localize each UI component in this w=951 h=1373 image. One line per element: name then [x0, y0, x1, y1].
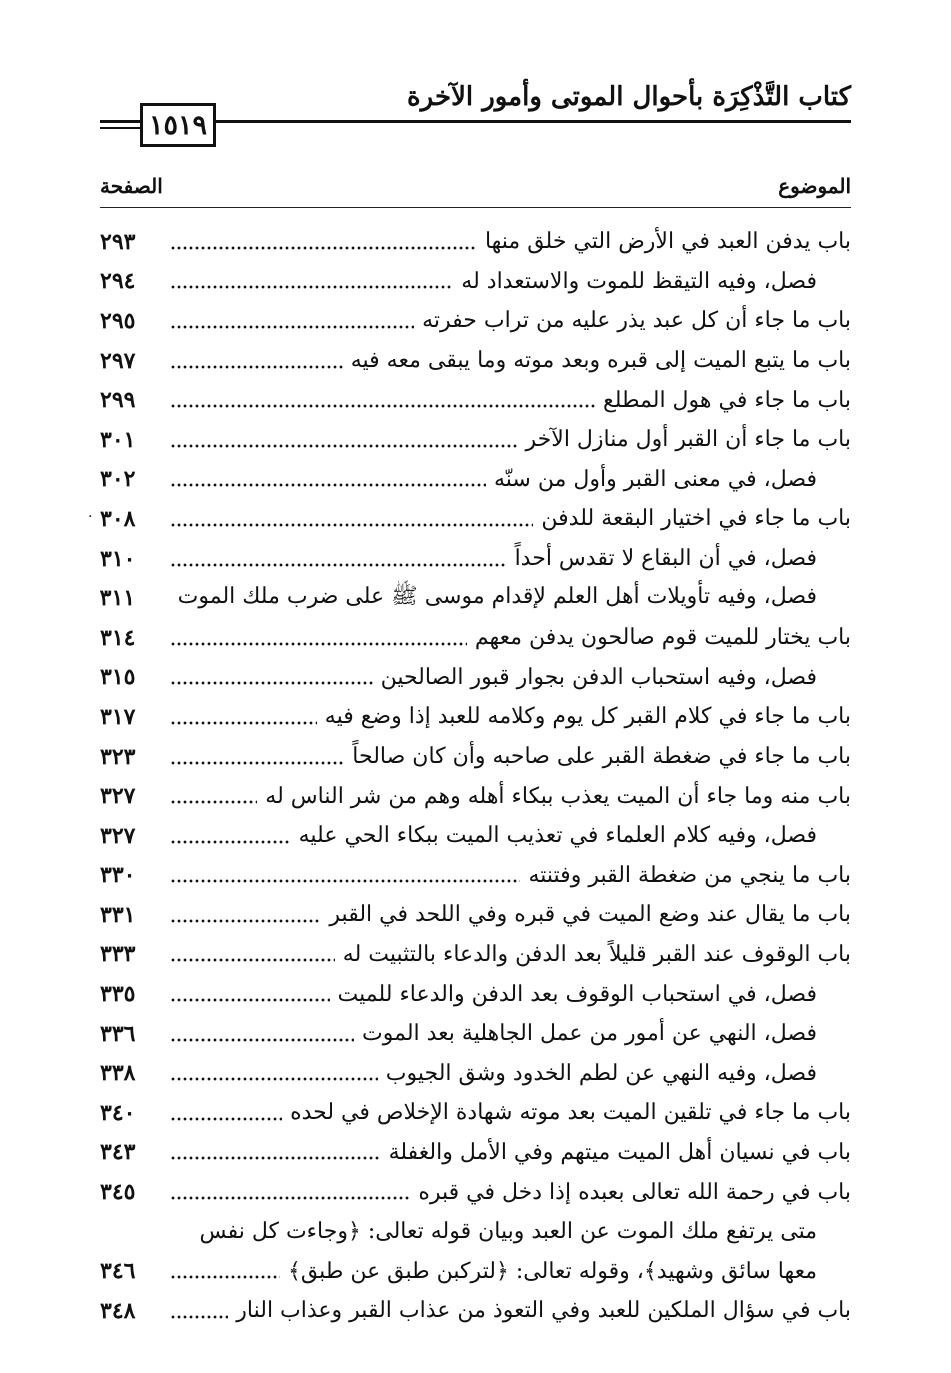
- toc-entry: [100, 618, 851, 658]
- toc-entry-title: باب ما جاء في هول المطلع: [602, 387, 851, 413]
- toc-entry-page: ٣٣٣: [100, 941, 136, 968]
- toc-entry-page: ٣٤٣: [100, 1139, 136, 1166]
- toc-entry-page: ٣٣٠: [100, 862, 136, 889]
- toc-entry: [100, 262, 851, 302]
- toc-entry: [100, 222, 851, 262]
- toc-entry: [100, 974, 851, 1014]
- dot-leader: [170, 904, 321, 926]
- toc-entry-page: ٢٩٣: [100, 228, 136, 255]
- toc-entry-page: ٣١٤: [100, 624, 136, 651]
- dot-leader: [170, 508, 533, 530]
- toc-entry-title: باب ما جاء في ضغطة القبر على صاحبه وأن كان صالحاً: [352, 744, 851, 770]
- toc-entry-title: معها سائق وشهيد﴾، وقوله تعالى: ﴿لتركبن طبق عن طبق﴾: [287, 1258, 817, 1284]
- toc-entry-title: فصل، وفيه التيقظ للموت والاستعداد له: [461, 268, 817, 294]
- toc-entry: [100, 1014, 851, 1054]
- toc-entry-page: ٣٠٨: [100, 505, 136, 532]
- toc-entry-title: باب يدفن العبد في الأرض التي خلق منها: [484, 229, 851, 255]
- toc-entry-page: ٣١١: [99, 585, 136, 612]
- toc-entry-title: فصل، النهي عن أمور من عمل الجاهلية بعد الموت: [362, 1021, 817, 1047]
- toc-entry-title: باب ما جاء في تلقين الميت بعد موته شهادة الإخلاص في لحده: [290, 1100, 851, 1126]
- dot-leader: [170, 429, 518, 451]
- toc-entry-page: ٣١٧: [100, 703, 136, 730]
- column-page-header: الصفحة: [100, 174, 163, 198]
- toc-entry: [100, 1291, 851, 1331]
- toc-entry-title: باب ما جاء أن كل عبد يذر عليه من تراب حفرته: [422, 308, 851, 334]
- toc-entry-title: فصل، وفيه استحباب الدفن بجوار قبور الصالحين: [380, 664, 817, 690]
- toc-entry-page: ٣٣٥: [100, 981, 136, 1008]
- dot-leader: [170, 983, 330, 1005]
- dot-leader: [170, 310, 414, 332]
- toc-entry-title: باب ما يقال عند وضع الميت في قبره وفي اللحد في القبر: [329, 902, 851, 928]
- dot-leader: [170, 627, 467, 649]
- toc-entry: [100, 935, 851, 975]
- toc-entry: [100, 301, 851, 341]
- toc-entry-title: باب ما جاء في كلام القبر كل يوم وكلامه للعبد إذا وضع فيه: [324, 704, 851, 730]
- toc-entry-page: ٣٣٦: [100, 1020, 136, 1047]
- toc-entry: [100, 776, 851, 816]
- toc-entry-page: ٢٩٤: [100, 268, 136, 295]
- toc-entry-page: ٣٢٧: [100, 783, 136, 810]
- toc-entry: [100, 816, 851, 856]
- toc-entry-title: باب ما ينجي من ضغطة القبر وفتنته: [528, 862, 851, 888]
- dot-leader: [170, 548, 507, 570]
- toc-entry-page: ٣١٠: [100, 545, 136, 572]
- dot-leader: [170, 1181, 410, 1203]
- toc-entry-title: باب يختار للميت قوم صالحون يدفن معهم: [474, 625, 851, 651]
- toc-entry-page: ٣٤٨: [100, 1297, 136, 1324]
- toc-entries: [100, 222, 851, 1331]
- toc-entry: [100, 1251, 851, 1291]
- toc-entry-title: باب في نسيان أهل الميت ميتهم وفي الأمل والغفلة: [388, 1139, 851, 1165]
- dot-leader: [170, 1141, 381, 1163]
- dot-leader: [170, 666, 373, 688]
- toc-entry: [100, 578, 851, 618]
- dot-leader: [170, 1260, 280, 1282]
- toc-entry-title: متى يرتفع ملك الموت عن العبد وبيان قوله تعالى: ﴿وجاءت كل نفس: [199, 1219, 817, 1245]
- dot-leader: [170, 1102, 282, 1124]
- toc-entry-page: ٣٤٦: [100, 1258, 136, 1285]
- toc-entry-page: ٣٠١: [100, 426, 136, 453]
- toc-entry-page: ٣٠٢: [100, 466, 136, 493]
- dot-leader: [170, 943, 335, 965]
- toc-entry-title: باب في سؤال الملكين للعبد وفي التعوذ من عذاب القبر وعذاب النار: [236, 1298, 851, 1324]
- dot-leader: [170, 706, 317, 728]
- toc-entry: [100, 1212, 851, 1252]
- toc-entry-page: ٣٢٧: [100, 822, 136, 849]
- margin-dot: ·: [88, 509, 93, 525]
- toc-entry-page: ٣٢٣: [100, 743, 136, 770]
- column-header-rule: [100, 207, 851, 208]
- dot-leader: [170, 825, 291, 847]
- dot-leader: [170, 785, 257, 807]
- toc-entry-title: فصل، وفيه كلام العلماء في تعذيب الميت ببكاء الحي عليه: [298, 823, 817, 849]
- toc-entry-page: ٣٤٥: [100, 1179, 136, 1206]
- toc-entry-page: ٣٤٠: [100, 1099, 136, 1126]
- toc-entry-title: فصل، في أن البقاع لا تقدس أحداً: [514, 546, 817, 572]
- column-topic-header: الموضوع: [778, 174, 851, 198]
- dot-leader: [170, 270, 453, 292]
- toc-entry: [100, 737, 851, 777]
- toc-entry: [100, 856, 851, 896]
- dot-leader: [170, 1221, 192, 1243]
- toc-entry-page: ٢٩٥: [100, 307, 136, 334]
- toc-entry-page: ٢٩٩: [100, 387, 136, 414]
- toc-entry-page: ٢٩٧: [100, 347, 136, 374]
- toc-entry-title: فصل، في معنى القبر وأول من سنّه: [493, 466, 817, 492]
- dot-leader: [170, 1300, 228, 1322]
- toc-entry-title: باب ما يتبع الميت إلى قبره وبعد موته وما يبقى معه فيه: [350, 348, 851, 374]
- toc-entry: [100, 895, 851, 935]
- toc-entry-title: باب الوقوف عند القبر قليلاً بعد الدفن والدعاء بالتثبيت له: [342, 941, 851, 967]
- toc-entry-title: باب في رحمة الله تعالى بعبده إذا دخل في قبره: [418, 1179, 851, 1205]
- toc-entry: [100, 539, 851, 579]
- book-title: كتاب التَّذْكِرَة بأحوال الموتى وأمور الآخرة: [407, 82, 851, 112]
- header-rule-thin: [100, 127, 140, 129]
- toc-entry: [100, 1172, 851, 1212]
- toc-entry: [100, 1053, 851, 1093]
- toc-entry: [100, 1133, 851, 1173]
- dot-leader: [170, 864, 520, 886]
- toc-entry-title: فصل، وفيه النهي عن لطم الخدود وشق الجيوب: [385, 1060, 817, 1086]
- dot-leader: [170, 1062, 378, 1084]
- dot-leader: [170, 468, 486, 490]
- toc-entry: [100, 658, 851, 698]
- toc-entry: [100, 697, 851, 737]
- toc-entry-title: باب منه وما جاء أن الميت يعذب ببكاء أهله وهم من شر الناس له: [265, 783, 851, 809]
- dot-leader: [170, 389, 595, 411]
- toc-entry: [100, 499, 851, 539]
- toc-entry: [100, 1093, 851, 1133]
- toc-entry-page: ٣٣١: [100, 901, 136, 928]
- toc-entry-title: باب ما جاء في اختيار البقعة للدفن: [541, 506, 851, 532]
- toc-entry: [100, 420, 851, 460]
- toc-entry-page: ٣٣٨: [100, 1060, 136, 1087]
- dot-leader: [170, 231, 477, 253]
- toc-entry-page: ٣١٥: [100, 664, 136, 691]
- toc-entry-title: فصل، في استحباب الوقوف بعد الدفن والدعاء للميت: [337, 981, 817, 1007]
- dot-leader: [170, 746, 344, 768]
- dot-leader: [170, 350, 343, 372]
- dot-leader: [170, 1023, 354, 1045]
- toc-entry: [100, 341, 851, 381]
- toc-entry: [100, 380, 851, 420]
- toc-entry: [100, 460, 851, 500]
- toc-entry-title: باب ما جاء أن القبر أول منازل الآخر: [525, 427, 851, 453]
- page-number: ١٥١٩: [140, 103, 216, 147]
- toc-entry-title: فصل، وفيه تأويلات أهل العلم لإقدام موسى ﷺ على ضرب ملك الموت: [177, 584, 817, 610]
